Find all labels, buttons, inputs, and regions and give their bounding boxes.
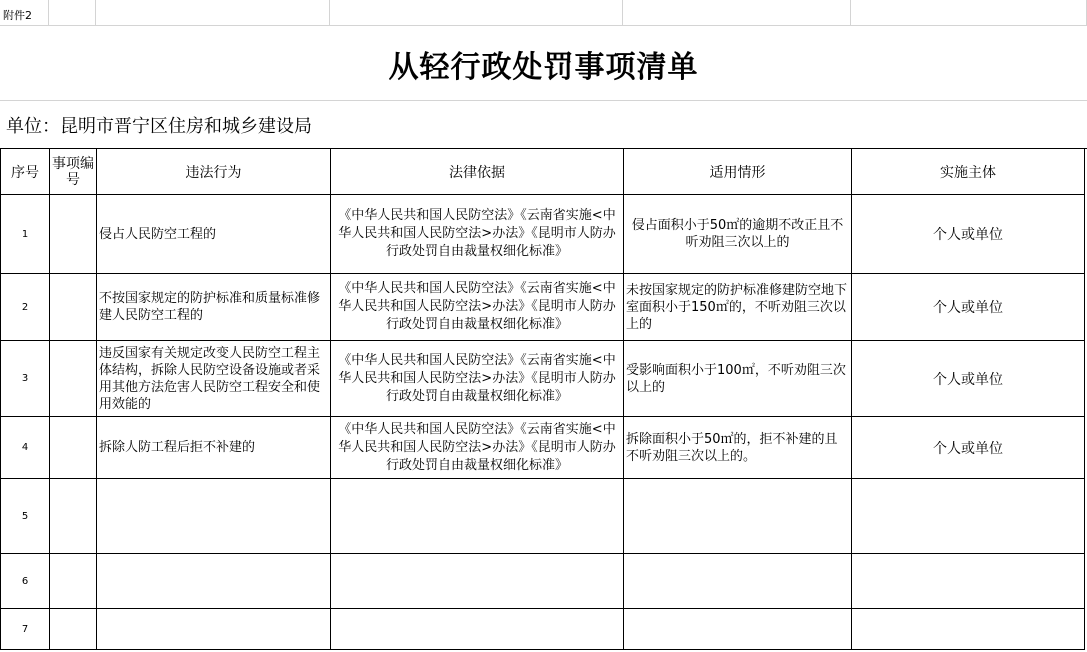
header-code[interactable]: 事项编号 [50,149,97,195]
cell-seq[interactable]: 4 [1,417,50,479]
cell-b1[interactable] [49,0,96,26]
cell-e1[interactable] [623,0,851,26]
cell-act[interactable]: 拆除人防工程后拒不补建的 [97,417,331,479]
cell-case[interactable] [624,554,852,609]
cell-case[interactable]: 未按国家规定的防护标准修建防空地下室面积小于150㎡的，不听劝阻三次以上的 [624,274,852,341]
cell-subject[interactable]: 个人或单位 [852,341,1085,417]
unit-label: 单位：昆明市晋宁区住房和城乡建设局 [0,102,1087,149]
cell-subject[interactable]: 个人或单位 [852,195,1085,274]
cell-subject[interactable] [852,609,1085,650]
header-case[interactable]: 适用情形 [624,149,852,195]
cell-act[interactable]: 违反国家有关规定改变人民防空工程主体结构，拆除人民防空设备设施或者采用其他方法危害人民防空工程安全和使用效能的 [97,341,331,417]
cell-code[interactable] [50,609,97,650]
header-row [1,149,1085,195]
cell-law[interactable]: 《中华人民共和国人民防空法》《云南省实施<中华人民共和国人民防空法>办法》《昆明市人防办行政处罚自由裁量权细化标准》 [331,341,624,417]
cell-seq[interactable]: 3 [1,341,50,417]
table-row [1,554,1085,609]
cell-code[interactable] [50,479,97,554]
cell-seq[interactable]: 6 [1,554,50,609]
table-row [1,417,1085,479]
cell-case[interactable]: 拆除面积小于50㎡的，拒不补建的且不听劝阻三次以上的。 [624,417,852,479]
cell-subject[interactable]: 个人或单位 [852,274,1085,341]
cell-act[interactable] [97,609,331,650]
cell-act[interactable] [97,554,331,609]
cell-act[interactable]: 不按国家规定的防护标准和质量标准修建人民防空工程的 [97,274,331,341]
cell-seq[interactable]: 2 [1,274,50,341]
table-row [1,195,1085,274]
header-subject[interactable]: 实施主体 [852,149,1085,195]
cell-act[interactable]: 侵占人民防空工程的 [97,195,331,274]
cell-subject[interactable] [852,479,1085,554]
cell-seq[interactable]: 5 [1,479,50,554]
cell-code[interactable] [50,554,97,609]
table-row [1,609,1085,650]
cell-case[interactable] [624,609,852,650]
header-law[interactable]: 法律依据 [331,149,624,195]
cell-law[interactable] [331,554,624,609]
cell-code[interactable] [50,341,97,417]
cell-seq[interactable]: 1 [1,195,50,274]
cell-code[interactable] [50,417,97,479]
cell-law[interactable] [331,609,624,650]
cell-subject[interactable] [852,554,1085,609]
cell-f1[interactable] [851,0,1087,26]
cell-law[interactable]: 《中华人民共和国人民防空法》《云南省实施<中华人民共和国人民防空法>办法》《昆明市人防办行政处罚自由裁量权细化标准》 [331,195,624,274]
cell-law[interactable] [331,479,624,554]
annex-label: 附件2 [3,9,32,22]
cell-act[interactable] [97,479,331,554]
cell-seq[interactable]: 7 [1,609,50,650]
cell-law[interactable]: 《中华人民共和国人民防空法》《云南省实施<中华人民共和国人民防空法>办法》《昆明市人防办行政处罚自由裁量权细化标准》 [331,417,624,479]
cell-law[interactable]: 《中华人民共和国人民防空法》《云南省实施<中华人民共和国人民防空法>办法》《昆明市人防办行政处罚自由裁量权细化标准》 [331,274,624,341]
cell-case[interactable]: 受影响面积小于100㎡，不听劝阻三次以上的 [624,341,852,417]
header-seq[interactable]: 序号 [1,149,50,195]
header-act[interactable]: 违法行为 [97,149,331,195]
page-title: 从轻行政处罚事项清单 [0,27,1087,101]
table-row [1,274,1085,341]
top-row [0,0,1087,27]
cell-case[interactable]: 侵占面积小于50㎡的逾期不改正且不听劝阻三次以上的 [624,195,852,274]
cell-c1[interactable] [96,0,330,26]
cell-subject[interactable]: 个人或单位 [852,417,1085,479]
table-row [1,341,1085,417]
cell-d1[interactable] [330,0,623,26]
cell-code[interactable] [50,274,97,341]
cell-code[interactable] [50,195,97,274]
penalty-table [0,148,1085,650]
cell-case[interactable] [624,479,852,554]
table-row [1,479,1085,554]
